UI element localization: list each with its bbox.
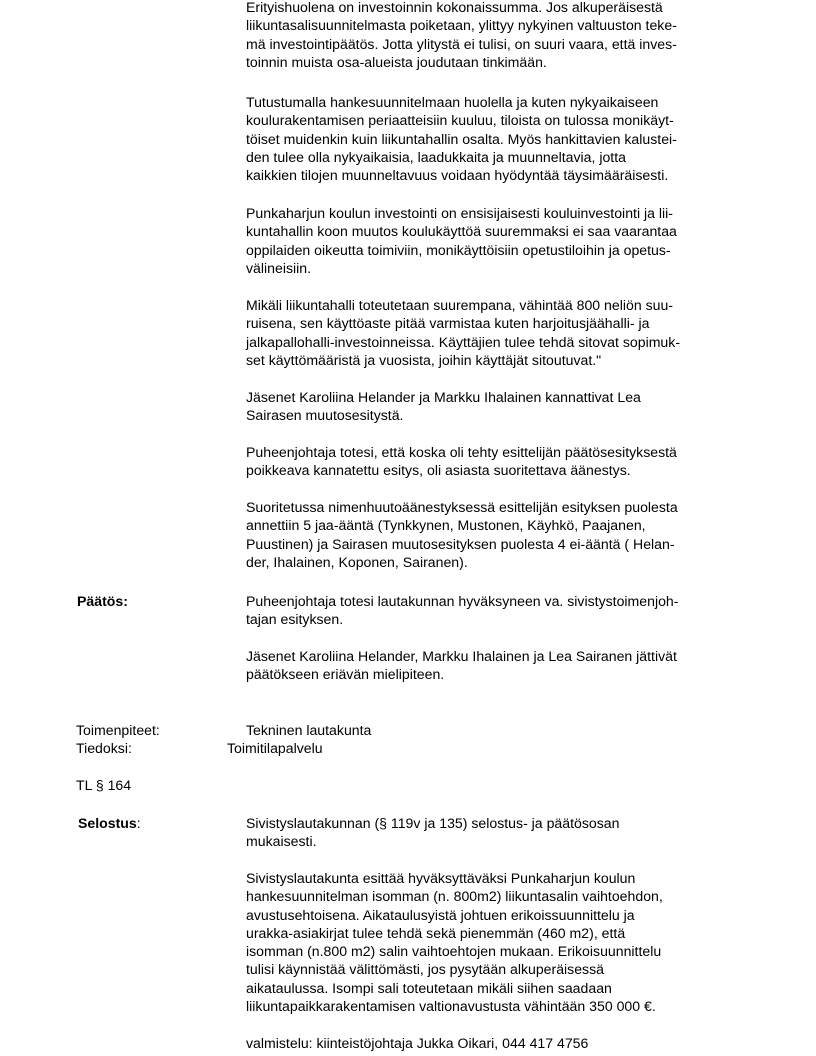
- text-line: isomman (n.800 m2) salin vaihtoehtojen mukaan. Erikoisuunnittelu: [246, 943, 662, 960]
- text-line: oppilaiden oikeutta toimiviin, monikäyttöisiin opetustiloihin ja opetus-: [246, 241, 671, 258]
- text-line: Puheenjohtaja totesi, että koska oli tehty esittelijän päätösesityksestä: [246, 444, 677, 460]
- decision-paragraph-2: [246, 647, 746, 684]
- text-line: der, Ihalainen, Koponen, Sairanen).: [246, 553, 468, 570]
- text-line: urakka-asiakirjat tulee tehdä sekä pienemmän (460 m2), että: [246, 924, 626, 941]
- text-line: hankesuunnitelman isomman (n. 800m2) liikuntasalin vaihtoehdon,: [246, 888, 663, 905]
- selostus-preparer: [246, 1034, 746, 1052]
- text-line: ruisena, sen käyttöaste pitää varmistaa kuten harjoitusjäähalli- ja: [246, 315, 650, 332]
- selostus-label: [78, 814, 141, 832]
- text-line: mukaisesti.: [246, 833, 317, 850]
- tiedoksi-label: Tiedoksi:: [76, 740, 132, 756]
- text-line: liikuntasalisuunnitelmasta poiketaan, ylittyy nykyinen valtuuston teke-: [246, 17, 677, 34]
- text-line: tulisi käynnistää välittömästi, jos pysytään alkuperäisessä: [246, 961, 604, 978]
- paragraph-vote-result: [246, 498, 746, 571]
- text-line: kuntahallin koon muutos koulukäyttöä suuremmaksi ei saa vaarantaa: [246, 223, 677, 240]
- text-line: Sivistyslautakunnan (§ 119v ja 135) selostus- ja päätösosan: [246, 815, 620, 831]
- paragraph-supporters: [246, 388, 746, 425]
- text-line: mä investointipäätös. Jotta ylitystä ei tulisi, on suuri vaara, että inves-: [246, 35, 677, 52]
- text-line: avustusehtoisena. Aikataulusyistä johtuen erikoissuunnittelu ja: [246, 906, 635, 923]
- text-line: jalkapallohalli-investoinneissa. Käyttäjien tulee tehdä sitovat sopimuk-: [246, 333, 681, 350]
- text-line: Punkaharjun koulun investointi on ensisijaisesti kouluinvestointi ja lii-: [246, 205, 673, 221]
- text-line: Suoritetussa nimenhuutoäänestyksessä esittelijän esityksen puolesta: [246, 499, 678, 515]
- text-line: set käyttömääristä ja vuosista, joihin käyttäjät sitoutuvat.": [246, 351, 602, 368]
- paragraph-multiuse-spaces: [246, 93, 746, 184]
- text-line: Puustinen) ja Sairasen muutosesityksen puolesta 4 ei-ääntä ( Helan-: [246, 535, 675, 552]
- toimenpiteet-label: Toimenpiteet:: [76, 722, 160, 738]
- paragraph-vote-required: [246, 443, 746, 480]
- text-line: aikataulussa. Isompi sali toteutetaan mikäli siihen saadaan: [246, 979, 612, 996]
- text-line: Mikäli liikuntahalli toteutetaan suurempana, vähintää 800 neliön suu-: [246, 297, 673, 313]
- decision-label: Päätös:: [77, 593, 128, 609]
- text-line: Jäsenet Karoliina Helander ja Markku Ihalainen kannattivat Lea: [246, 389, 641, 405]
- selostus-paragraph-2: [246, 869, 746, 1015]
- text-line: Puheenjohtaja totesi lautakunnan hyväksyneen va. sivistystoimenjoh-: [246, 593, 679, 609]
- text-line: liikuntapaikkarakentamisen valtionavustusta vähintään 350 000 €.: [246, 998, 656, 1015]
- text-line: Jäsenet Karoliina Helander, Markku Ihalainen ja Lea Sairanen jättivät: [246, 648, 677, 664]
- selostus-paragraph-1: [246, 814, 746, 851]
- text-line: tajan esityksen.: [246, 611, 344, 628]
- text-line: välineisiin.: [246, 259, 312, 276]
- text-line: annettiin 5 jaa-ääntä (Tynkkynen, Mustonen, Käyhkö, Paajanen,: [246, 517, 646, 534]
- text-line: poikkeava kannatettu esitys, oli asiasta suoritettava äänestys.: [246, 462, 631, 479]
- decision-paragraph-1: [246, 592, 746, 629]
- text-line: töiset muidenkin kuin liikuntahallin osalta. Myös hankittavien kalustei-: [246, 130, 677, 147]
- toimenpiteet-value: Tekninen lautakunta: [246, 722, 372, 738]
- paragraph-usage-rate: [246, 296, 746, 369]
- tiedoksi-value: Toimitilapalvelu: [227, 740, 323, 756]
- text-line: toinnin muista osa-alueista joudutaan tinkimään.: [246, 53, 547, 70]
- text-line: koulurakentamisen periaatteisiin kuuluu, tiloista on tulossa monikäyt-: [246, 112, 674, 129]
- text-line: päätökseen eriävän mielipiteen.: [246, 666, 445, 683]
- text-line: Sivistyslautakunta esittää hyväksyttäväksi Punkaharjun koulun: [246, 870, 636, 886]
- selostus-label-text: Selostus: [78, 815, 137, 831]
- text-line: Erityishuolena on investoinnin kokonaissumma. Jos alkuperäisestä: [246, 0, 663, 15]
- text-line: Sairasen muutosesitystä.: [246, 407, 404, 424]
- text-line: kaikkien tilojen muunneltavuus voidaan hyödyntää täysimääräisesti.: [246, 167, 669, 184]
- paragraph-investment-concern: [246, 0, 746, 71]
- section-reference: TL § 164: [76, 777, 132, 793]
- text-line: Tutustumalla hankesuunnitelmaan huolella ja kuten nykyaikaiseen: [246, 94, 659, 110]
- selostus-label-colon: :: [136, 815, 141, 831]
- text-line: valmistelu: kiinteistöjohtaja Jukka Oikari, 044 417 4756: [246, 1035, 589, 1051]
- text-line: den tulee olla nykyaikaisia, laadukkaita ja muunneltavia, jotta: [246, 148, 626, 165]
- paragraph-school-investment: [246, 204, 746, 277]
